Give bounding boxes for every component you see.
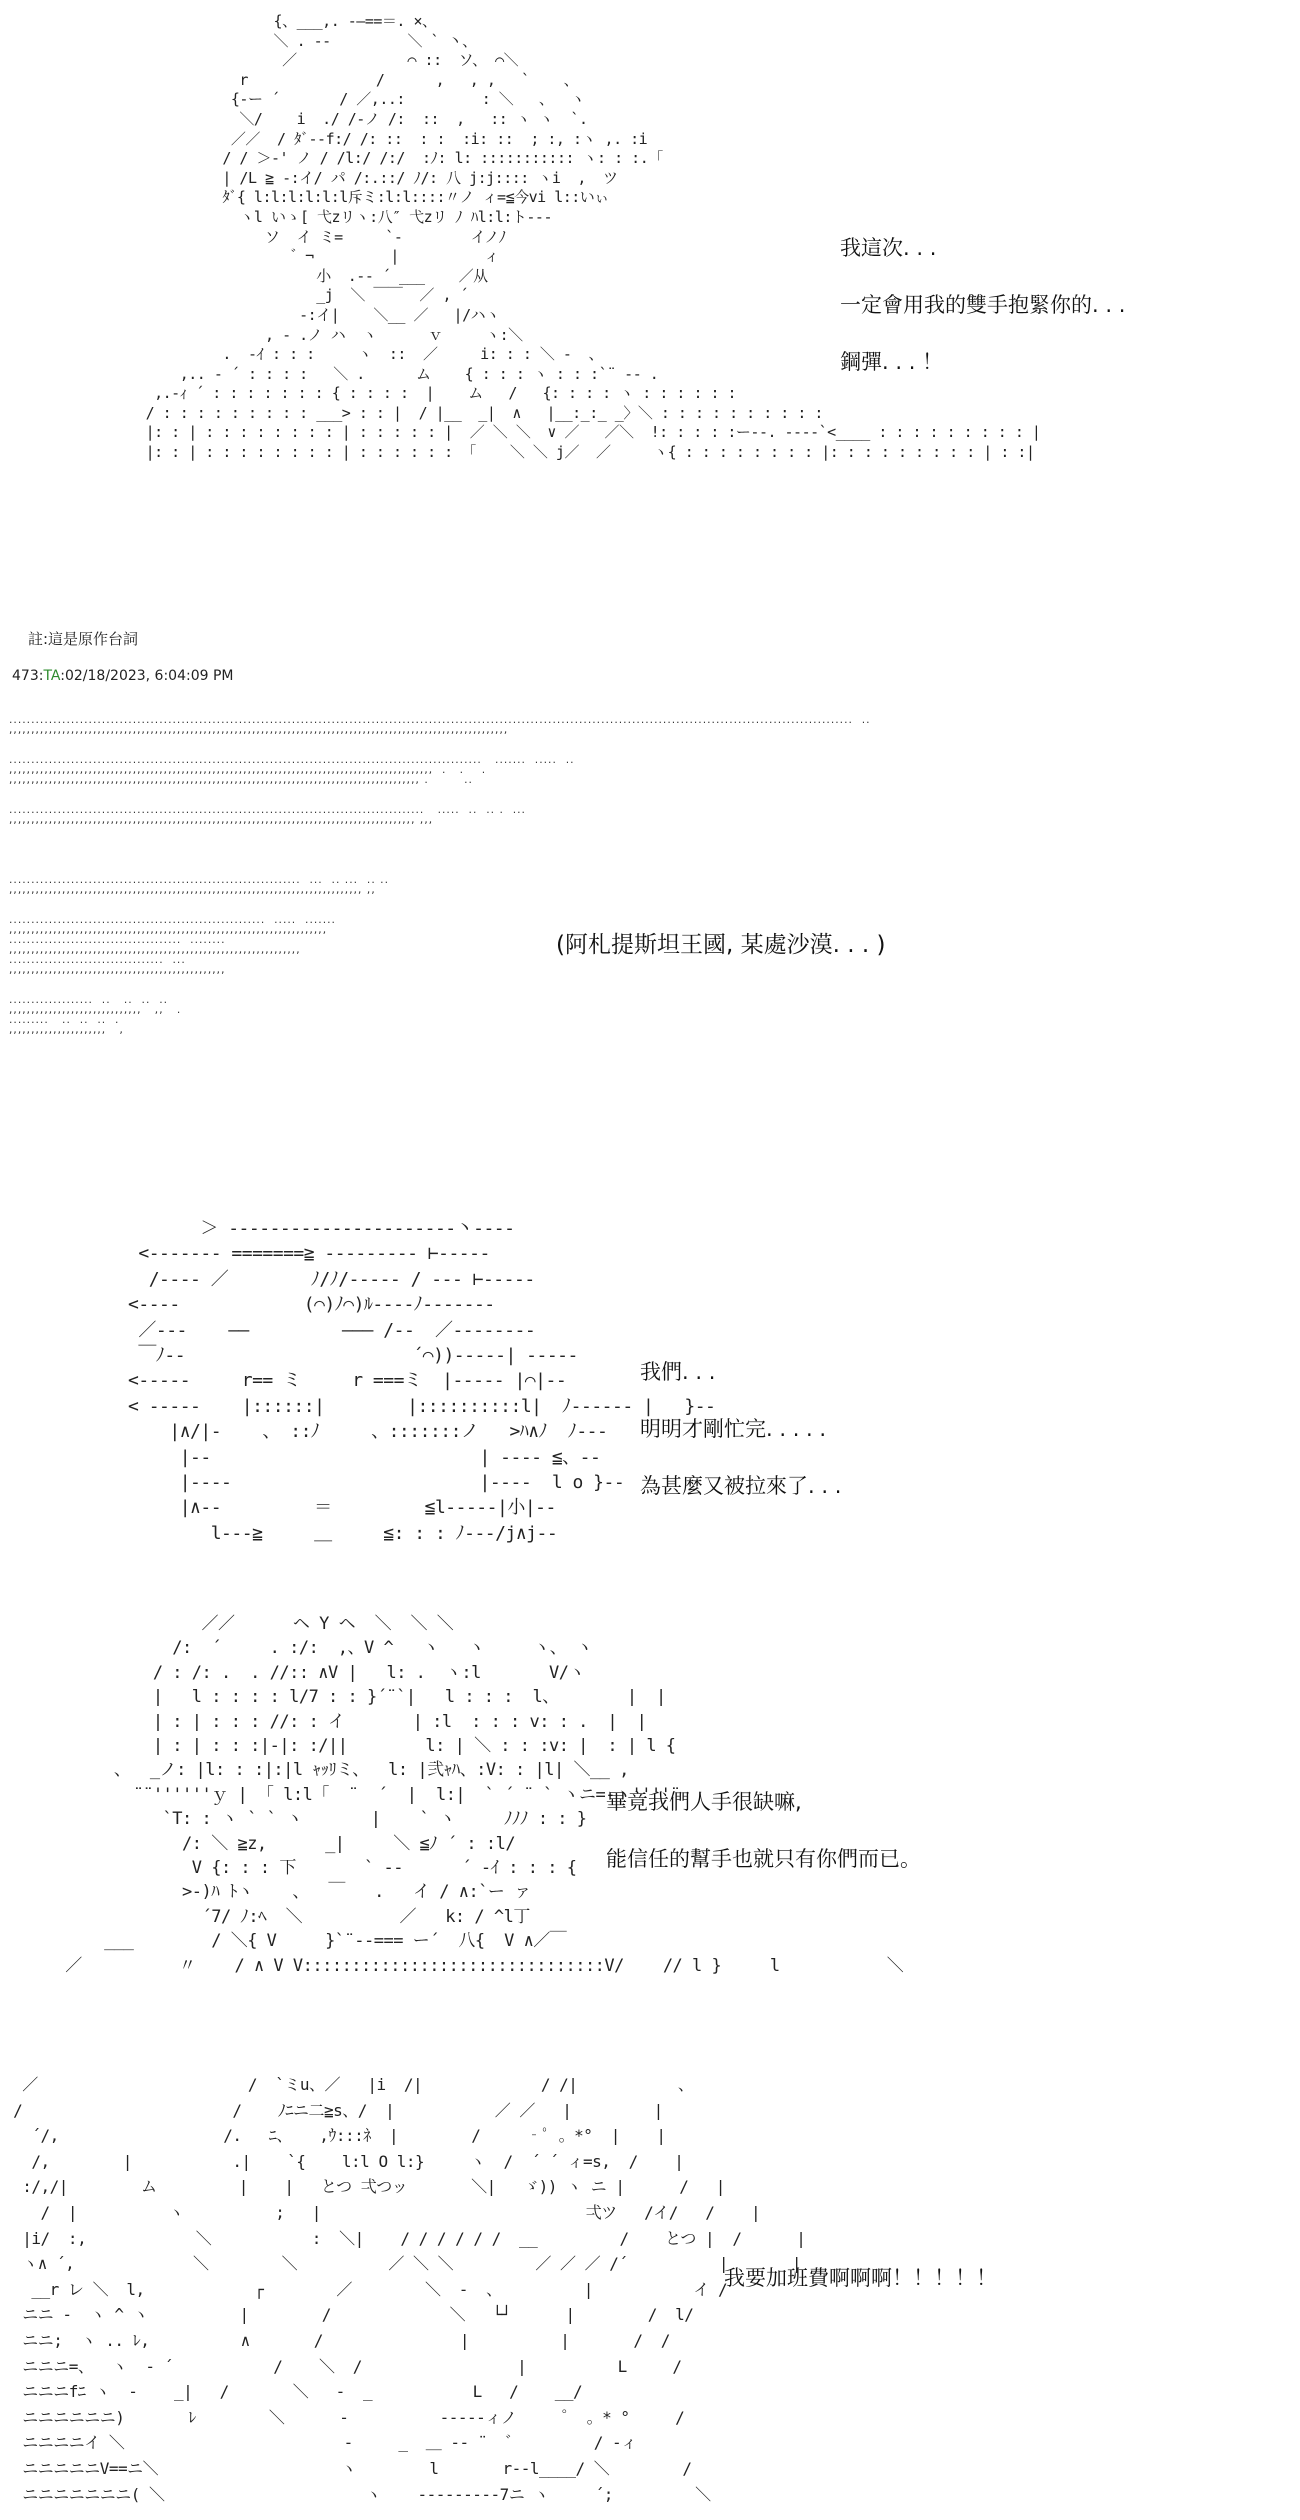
dialog-panel4 <box>724 2262 997 2319</box>
dialog-line: 我這次. . . <box>840 236 937 260</box>
ascii-art-crowd: ＞ ----------------------丶---- <------- =======≧ --------- ⊢----- /---- ／ ﾉ/ﾉ/----- / --- ⊢----- <---- (⌒)ﾉ⌒)ﾙ----ﾉ------- ／--- ―― ――― /-- ／-------- ￣ﾉ-- ´⌒))-----| ----- <----- r== ミ r ===ミ |----- |⌒|-- < ----- |::::::| |::::::::::l| ﾉ------ | }-- |∧/|- 、 ::ﾉ 、:::::::ノ >ﾊ∧ﾉ ﾉ--- |-- | ---- ≦、-- |---- |---- l o }-- |∧-- ＝ ≦l-----|小|-- l---≧ ＿ ≦: : : ﾉ---/j∧j-- <box>128 1218 716 1544</box>
post-author[interactable]: TA <box>43 668 61 684</box>
location-caption: (阿札提斯坦王國, 某處沙漠. . . ) <box>556 932 886 958</box>
dialog-panel1 <box>840 232 1125 403</box>
dialog-line: 我們. . . <box>640 1360 716 1384</box>
ascii-art-commander: ／／ ヘ Y ヘ ＼ ＼ ＼ /: ´ . :/: ,、V ^ ヽ ヽ ヽ、 ヽ / : /: . . //:: ∧V | l: . ヽ:l V/ヽ | l : : : : l/7 : : }´¨`| l : : : l、 | | | : | : : : //: : イ | :l : : : v: : . | | | : | : : :|-|: :/|| l: | ＼ : : :v: | : | l { 、 _ノ: |l: : :|:|l ｬｯﾘミ、 l: |弐ｬﾊ、:V: : |l| ＼__ , ¨¨''''''ｙ | 「 l:l「 ¨ ´ | l:| ` ´ ¨ ` ヽニ=-ヽ''''¨ `T: : ヽ ` ` ヽ | ` ヽ ﾉﾉﾉ : : } /: ＼ ≧z, _| ＼ ≦ﾉ ´ : :l/ V {: : : 下 ` ‐‐ ´ -ｲ : : : { >-)ﾊ ﾄヽ 、 ￣ . イ / ∧:`ー ァ ´7/ ﾉ:ﾍ ＼ ／ k: / ^l丁 ___ / ＼{ V }`¨‐-=== ー´ 八{ V ∧／￣ ／ 〃 / ∧ V V:::::::::::::::::::::::::::::::V/ // l } l ＼ <box>65 1614 904 1976</box>
dialog-panel3 <box>606 1786 921 1900</box>
post-number: 473 <box>12 668 39 684</box>
dialog-line: 能信任的幫手也就只有你們而已。 <box>606 1847 921 1871</box>
dialog-line: 為甚麼又被拉來了. . . <box>640 1474 842 1498</box>
dialog-line: 我要加班費啊啊啊！！！！！ <box>724 2266 997 2290</box>
dialog-line: 畢竟我們人手很缺嘛, <box>606 1790 802 1814</box>
dialog-line: 明明才剛忙完. . . . . <box>640 1417 827 1441</box>
desert-dots: ............................................................................................................................................................................................... .. ,,,,,,,,,,,,,,,,,,,,,,,,,,,,,,,,,,,,,,,,,,,,,,,,,,,,,,,,,,,,,,,,,,,,,,,,,,,,,,,,,,,,,,,,,,,,,,,,,,,,,,,,,,,,,,,,, ........................................................................................................... ....... ..... .. ,,,,,,,,,,,,,,,,,,,,,,,,,,,,,,,,,,,,,,,,,,,,,,,,,,,,,,,,,,,,,,,,,,,,,,,,,,,,,,,,,,,,,,,,,,,,,,,, . . . ,,,,,,,,,,,,,,,,,,,,,,,,,,,,,,,,,,,,,,,,,,,,,,,,,,,,,,,,,,,,,,,,,,,,,,,,,,,,,,,,,,,,,,,,,,,,, . .. .............................................................................................. ..... .. .. . ... ,,,,,,,,,,,,,,,,,,,,,,,,,,,,,,,,,,,,,,,,,,,,,,,,,,,,,,,,,,,,,,,,,,,,,,,,,,,,,,,,,,,,,,,,,,,, ,,, .................................................................. ... .. ... .. .. ,,,,,,,,,,,,,,,,,,,,,,,,,,,,,,,,,,,,,,,,,,,,,,,,,,,,,,,,,,,,,,,,,,,,,,,,,,,,,,,, ,, .......................................................... ..... ....... ,,,,,,,,,,,,,,,,,,,,,,,,,,,,,,,,,,,,,,,,,,,,,,,,,,,,,,,,,,,,,,,,,,,,,,,, ....................................... ........ ,,,,,,,,,,,,,,,,,,,,,,,,,,,,,,,,,,,,,,,,,,,,,,,,,,,,,,,,,,,,,,,,,, ................................... ... ,,,,,,,,,,,,,,,,,,,,,,,,,,,,,,,,,,,,,,,,,,,,,,,,, ................... .. .. .. .. ,,,,,,,,,,,,,,,,,,,,,,,,,,,,,, ,, . ......... .. .. .. . ,,,,,,,,,,,,,,,,,,,,,, , <box>8 716 870 1036</box>
dialog-panel2 <box>640 1356 841 1527</box>
dialog-line: 一定會用我的雙手抱緊你的. . . <box>840 293 1126 317</box>
note-original-line: 註:這是原作台詞 <box>28 630 139 648</box>
post-timestamp: 02/18/2023, 6:04:09 PM <box>64 668 234 684</box>
ascii-art-pilot: {、___,. -―==＝. ×、 ＼ . -‐ ＼ ` 丶、 ／ ⌒ :: ソ、 ⌒＼ r / , , , ` 、 {‐ー ´ / ／,..: : ＼ 、 ヽ ＼/ i ./ /-ノ /: :: , :: ヽ ヽ `. ／／ / ﾀﾞ‐-f:/ /: :: : : :i: :: ; :, :ヽ ,. :i / / ＞-' ノ / /l:/ /:/ :ﾉ: l: ::::::::::: ヽ: : :.「 | /L ≧ -:イ/ パ /:.::/ ﾉ/: 八 j:j:::: ヽi , ツ ﾀﾞ{ l:l:l:l:l:l斥ミ:l:l::::〃ノ ィ=≦今vi l::いぃ ヽl いゝ[ 弋zリヽ:八″ 弋zリ ﾉ ﾊl:l:ト‐‐‐ ソ イ ミ= `- イノﾉ ゛¬ | ィ 小 .-‐ ´ ___ ／从 _j ＼ ￣￣ ／ , ´ ‐:イ| ＼__ ／ |/ハヽ , - .ノ ハ ヽ ｖ ヽ:＼ . -ｲ : : : ヽ :: ／ i: : : ＼ - 、 ,.. ‐ ´ : : : : ＼ . ム { : : : ヽ : : :`¨ ‐- . ,.-ｨ ´ : : : : : : : { : : : : | ム / {: : : : ヽ : : : : : : / : : : : : : : : : ___> : : | / |__ _| ∧ |__:_:_ _〉＼ : : : : : : : : : : |: : | : : : : : : : : | : : : : : | ／ ＼ ＼ ∨ ／ ／＼ !: : : : :ー‐-. ‐---`<____ : : : : : : : : : | |: : | : : : : : : : : | : : : : : : 「 ＼ ＼ j／ ／ ヽ{ : : : : : : : : |: : : : : : : : : | : :| <box>145 12 1041 462</box>
ascii-art-crying-crowd: ／ / `ミu、／ |i /| / /| 、 / / ﾉﾆニ二≧s、/ | ／ ／ | | ´/, /. ﾆ、 ,ｳ:::ﾈ | / ‐ﾟ 。*° | | /, | .| `{ l:l O l:} ヽ / ´ ´ ィ=s, / | :/,/| ム | | とつ 弌つッ ＼| ゞ)) ヽ ニ | / | / | ヽ ; | 弌ツ /イ/ / | |i/ :, ＼ : ＼| / / / / / / __ / とつ | / | ヽ∧ ´, ＼ ＼ ／ ＼ ＼ ／ ／ ／ /´ | | __r レ ＼ l, ┌ ／ ＼ - 、 | イ / ニニ - ヽ ^ ヽ | / ＼ └┘ | / l/ ニニ; ヽ .. ﾚ, ∧ / | | / / ニニニ=、 ヽ - ´ / ＼ / | L / ニニニfﾆ ヽ - _| / ＼ ‐ _ L / __/ ニニニニニニ) ﾚ ＼ - -----ィノ ゜ 。* ° / ニニニニイ ＼ - _ ＿ -‐ ¨ ゛ / -ィ ニニニニニV==ニ＼ ヽ l r--l____/ ＼ / ニニニニニニニ( ＼ ヽ ---------7ニ ヽ ´; ＼ <box>13 2075 806 2504</box>
dialog-line: 鋼彈. . . ！ <box>840 350 944 374</box>
post-header: 473:TA:02/18/2023, 6:04:09 PM <box>12 668 234 684</box>
